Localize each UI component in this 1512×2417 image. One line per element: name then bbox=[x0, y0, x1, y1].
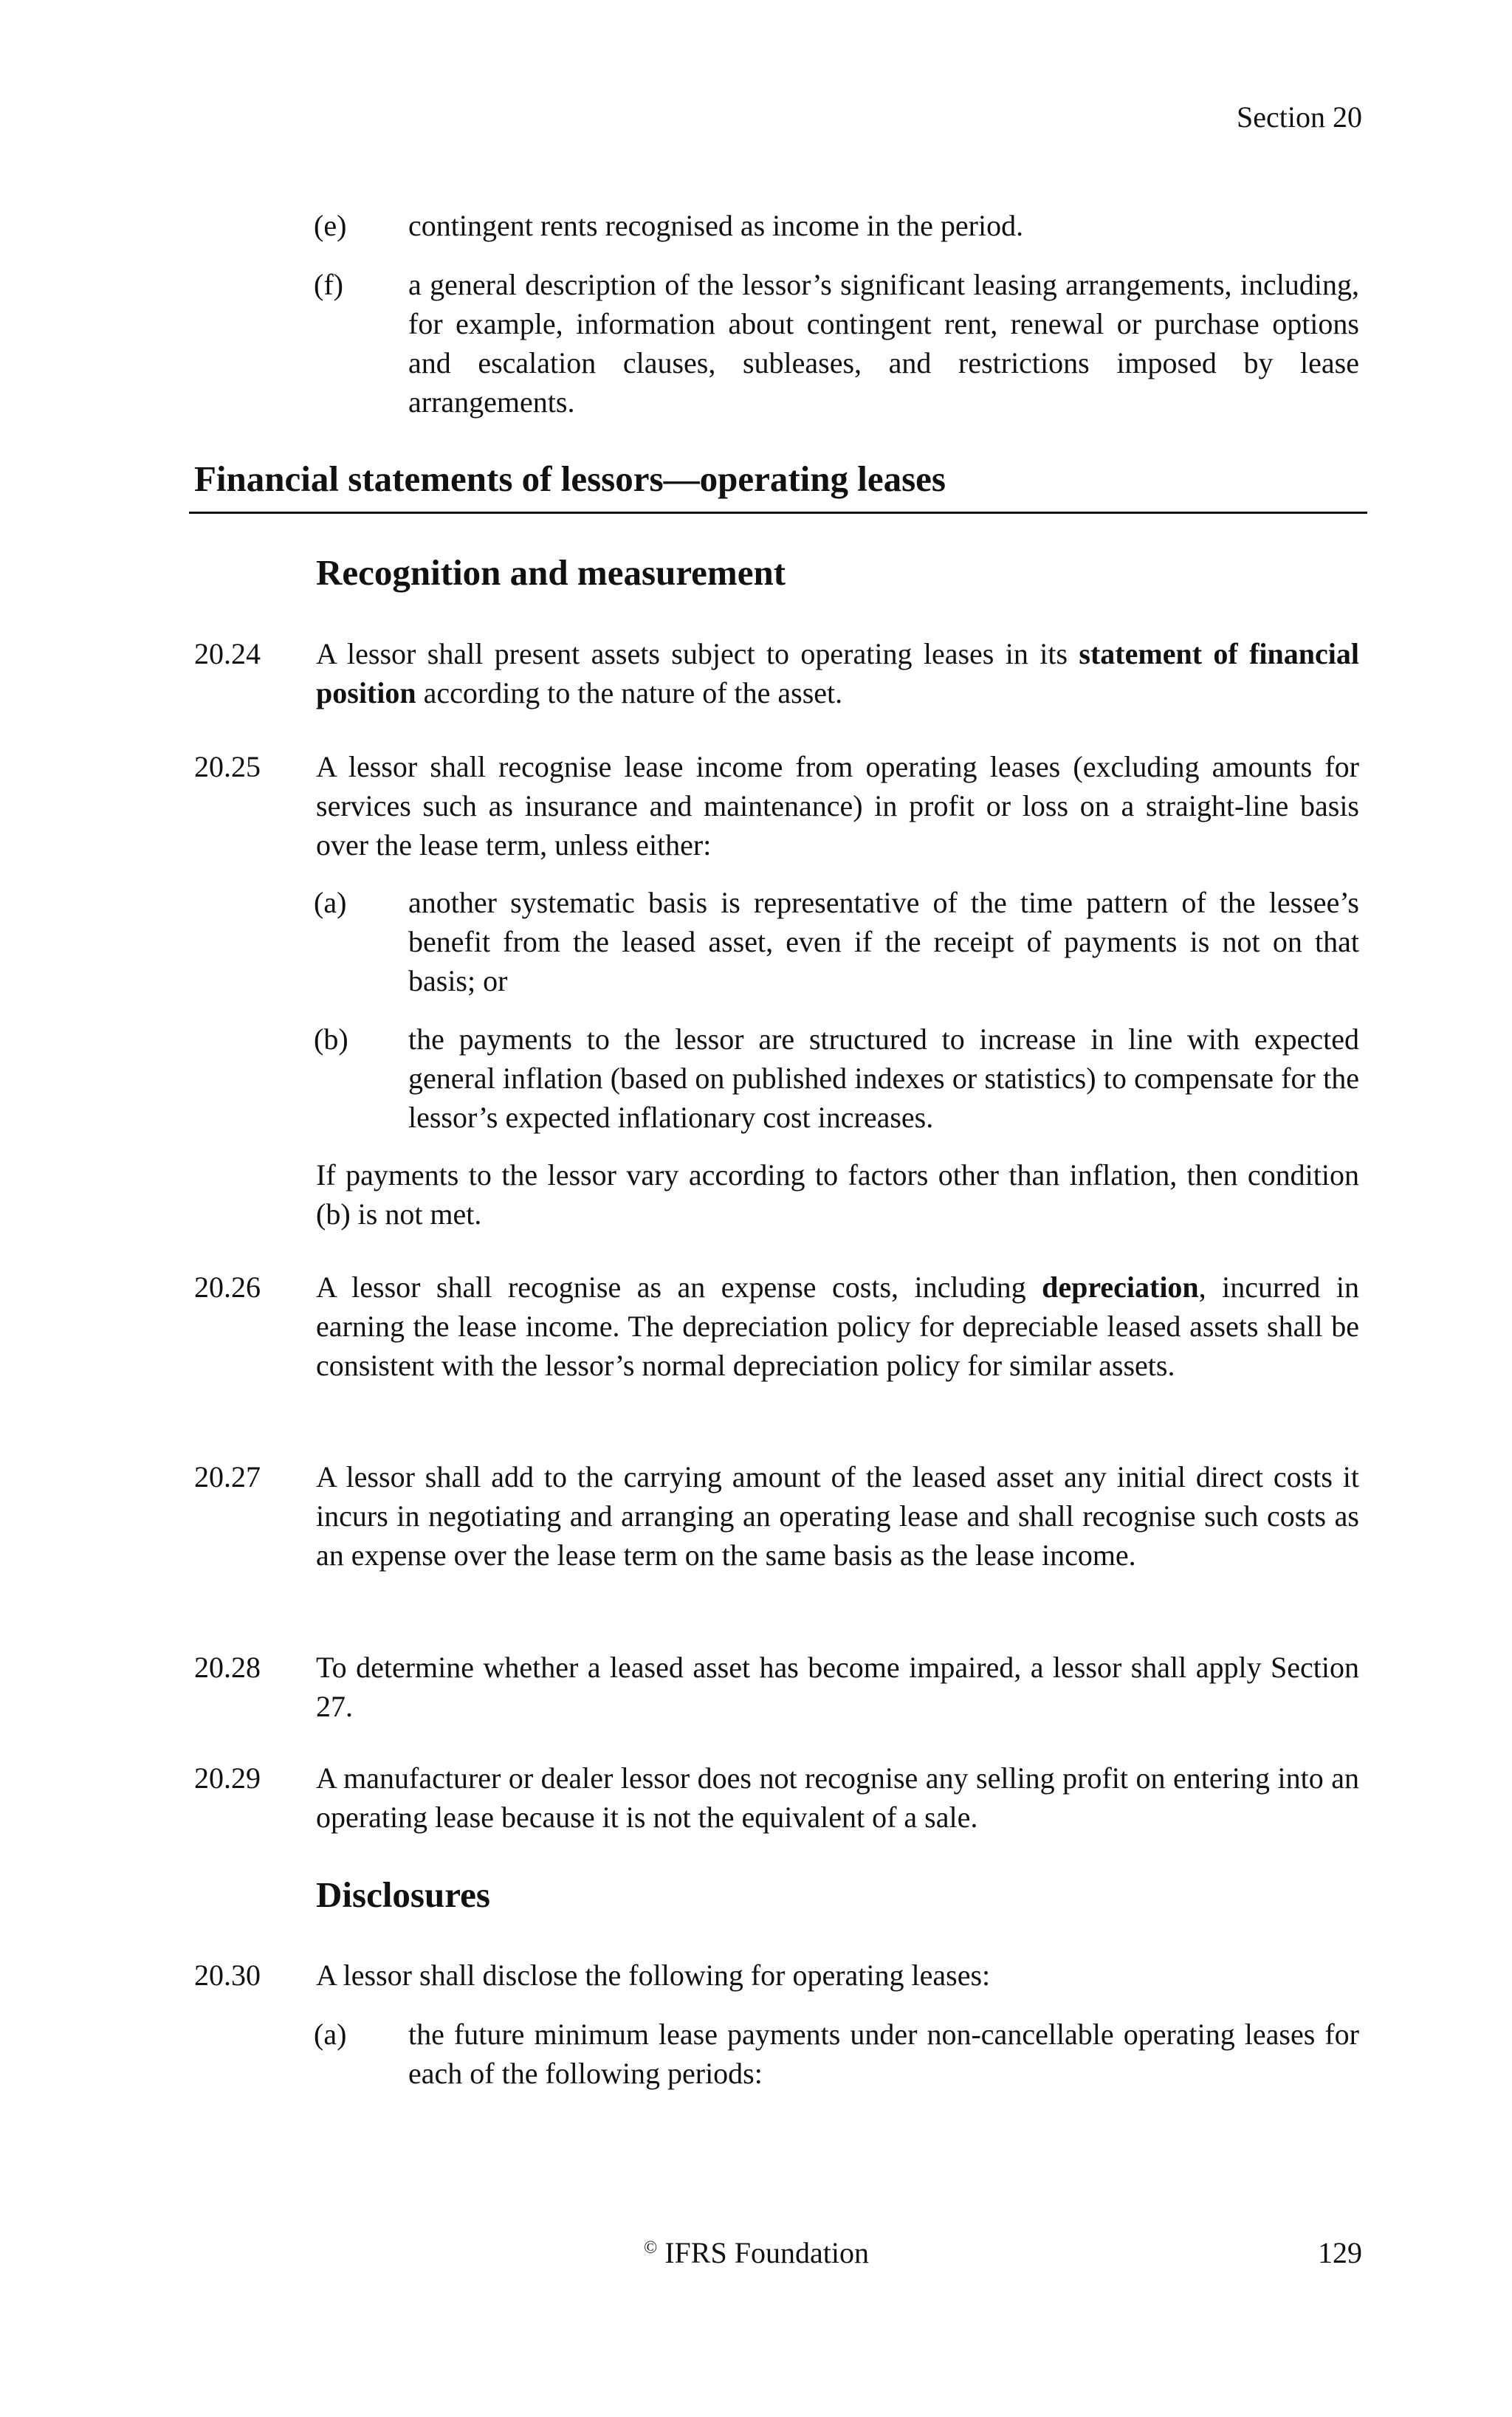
heading-rule bbox=[189, 512, 1367, 514]
list-item-text-a: another systematic basis is representative of the time pattern of the lessee’s benefit from the leased asset, even if the receipt of payments is not on that basis; or bbox=[408, 886, 1359, 997]
copyright-symbol: © bbox=[644, 2238, 658, 2258]
page-number: 129 bbox=[1318, 2236, 1362, 2269]
list-item-label-e: (e) bbox=[314, 209, 347, 242]
para-number-20-27: 20.27 bbox=[194, 1460, 261, 1493]
para-20-30: A lessor shall disclose the following for operating leases: bbox=[316, 1959, 991, 1992]
list-item-text-f: a general description of the lessor’s significant leasing arrangements, including, for example, information about contingent rent, renewal or purchase options and escalation clauses, subleases, and restrictions imposed by lease arrangements. bbox=[408, 268, 1359, 419]
footer-org: IFRS Foundation bbox=[664, 2236, 869, 2269]
para-20-29: A manufacturer or dealer lessor does not recognise any selling profit on entering into an operating lease because it is not the equivalent of a sale. bbox=[316, 1761, 1359, 1834]
list-item-label-f: (f) bbox=[314, 268, 343, 301]
para-number-20-24: 20.24 bbox=[194, 637, 261, 670]
list-item-label-a: (a) bbox=[314, 886, 347, 919]
list-item-text-30a: the future minimum lease payments under non-cancellable operating leases for each of the following periods: bbox=[408, 2018, 1359, 2090]
list-item-text-b: the payments to the lessor are structured to increase in line with expected general inflation (based on published indexes or statistics) to compensate for the lessor’s expected inflationary cost increases. bbox=[408, 1022, 1359, 1134]
footer-copyright bbox=[644, 2233, 869, 2272]
list-item-text-e: contingent rents recognised as income in the period. bbox=[408, 209, 1024, 242]
para-20-28: To determine whether a leased asset has become impaired, a lessor shall apply Section 27. bbox=[316, 1651, 1359, 1723]
para-20-24: A lessor shall present assets subject to operating leases in its statement of financial position according to the nature of the asset. bbox=[316, 637, 1360, 709]
para-number-20-26: 20.26 bbox=[194, 1271, 261, 1304]
para-number-20-30: 20.30 bbox=[194, 1959, 261, 1992]
para-20-25-note: If payments to the lessor vary according to factors other than inflation, then condition (b) is not met. bbox=[316, 1158, 1359, 1231]
heading-disclosures: Disclosures bbox=[316, 1874, 490, 1915]
defined-term-depreciation: depreciation bbox=[1042, 1271, 1199, 1304]
heading-operating-leases: Financial statements of lessors—operating leases bbox=[194, 458, 946, 499]
running-header-section: Section 20 bbox=[1237, 100, 1362, 134]
heading-recognition-measurement: Recognition and measurement bbox=[316, 552, 786, 593]
list-item-label-b: (b) bbox=[314, 1022, 348, 1056]
para-number-20-25: 20.25 bbox=[194, 750, 261, 783]
para-number-20-29: 20.29 bbox=[194, 1761, 261, 1795]
defined-term-statement-of-financial-position: statement of financial position bbox=[316, 637, 1360, 709]
para-number-20-28: 20.28 bbox=[194, 1651, 261, 1684]
list-item-label-30a: (a) bbox=[314, 2018, 347, 2051]
para-20-27: A lessor shall add to the carrying amount of the leased asset any initial direct costs it incurs in negotiating and arranging an operating lease and shall recognise such costs as an expense over the lease term on the same basis as the lease income. bbox=[316, 1460, 1359, 1572]
para-20-26: A lessor shall recognise as an expense costs, including depreciation, incurred in earning the lease income. The depreciation policy for depreciable leased assets shall be consistent with the lessor’s normal depreciation policy for similar assets. bbox=[316, 1271, 1359, 1382]
para-20-25: A lessor shall recognise lease income from operating leases (excluding amounts for services such as insurance and maintenance) in profit or loss on a straight-line basis over the lease term, unless either: bbox=[316, 750, 1359, 862]
